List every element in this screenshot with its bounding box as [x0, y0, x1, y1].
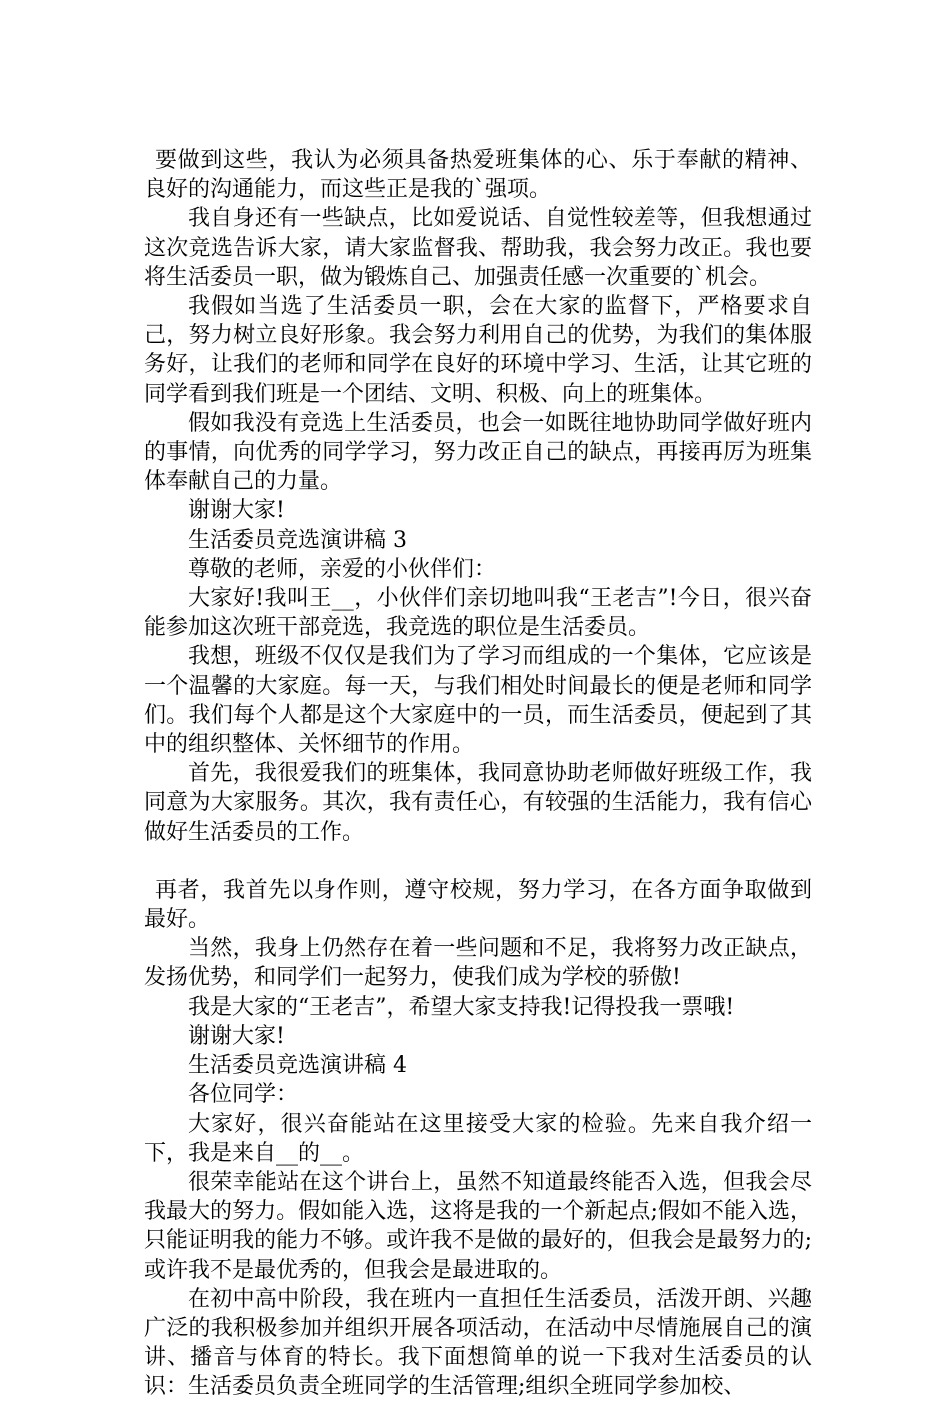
section-title: 生活委员竞选演讲稿 4 [188, 1053, 407, 1079]
paragraph: 首先，我很爱我们的班集体，我同意协助老师做好班级工作，我同意为大家服务。其次，我有责任心，有较强的生活能力，我有信心做好生活委员的工作。 [144, 761, 812, 845]
salutation: 各位同学： [188, 1082, 299, 1108]
paragraph: 我假如当选了生活委员一职，会在大家的监督下，严格要求自己，努力树立良好形象。我会努力利用自己的优势，为我们的集体服务好，让我们的老师和同学在良好的环境中学习、生活，让其它班的同学看到我们班是一个团结、文明、积极、向上的班集体。 [144, 294, 812, 407]
document-body [144, 146, 812, 1402]
paragraph: 我自身还有一些缺点，比如爱说话、自觉性较差等，但我想通过这次竞选告诉大家，请大家监督我、帮助我，我会努力改正。我也要将生活委员一职，做为锻炼自己、加强责任感一次重要的`机会。 [144, 206, 812, 290]
paragraph: 当然，我身上仍然存在着一些问题和不足，我将努力改正缺点，发扬优势，和同学们一起努力，使我们成为学校的骄傲! [144, 936, 812, 991]
paragraph: 我是大家的“王老吉”，希望大家支持我!记得投我一票哦! [188, 994, 735, 1020]
paragraph: 大家好!我叫王__，小伙伴们亲切地叫我“王老吉”!今日，很兴奋能参加这次班干部竞选，我竞选的职位是生活委员。 [144, 586, 812, 641]
paragraph: 要做到这些，我认为必须具备热爱班集体的心、乐于奉献的精神、良好的沟通能力，而这些正是我的`强项。 [144, 148, 812, 203]
paragraph: 假如我没有竞选上生活委员，也会一如既往地协助同学做好班内的事情，向优秀的同学学习，努力改正自己的缺点，再接再厉为班集体奉献自己的力量。 [144, 410, 812, 495]
section-title: 生活委员竞选演讲稿 3 [188, 527, 407, 553]
closing-line: 谢谢大家! [188, 1023, 285, 1049]
blank-line [144, 847, 812, 876]
paragraph: 在初中高中阶段，我在班内一直担任生活委员，活泼开朗、兴趣广泛的我积极参加并组织开展各项活动，在活动中尽情施展自己的演讲、播音与体育的特长。我下面想简单的说一下我对生活委员的认识：生活委员负责全班同学的生活管理;组织全班同学参加校、 [144, 1286, 812, 1400]
paragraph: 大家好，很兴奋能站在这里接受大家的检验。先来自我介绍一下，我是来自__的__。 [144, 1111, 812, 1166]
salutation: 尊敬的老师，亲爱的小伙伴们： [188, 556, 497, 582]
paragraph: 我想，班级不仅仅是我们为了学习而组成的一个集体，它应该是一个温馨的大家庭。每一天，与我们相处时间最长的便是老师和同学们。我们每个人都是这个大家庭中的一员，而生活委员，便起到了其中的组织整体、关怀细节的作用。 [144, 644, 812, 758]
paragraph: 很荣幸能站在这个讲台上，虽然不知道最终能否入选，但我会尽我最大的努力。假如能入选，这将是我的一个新起点;假如不能入选，只能证明我的能力不够。或许我不是做的最好的，但我会是最努力的;或许我不是最优秀的，但我会是最进取的。 [144, 1169, 812, 1283]
paragraph: 再者，我首先以身作则，遵守校规，努力学习，在各方面争取做到最好。 [144, 877, 812, 933]
closing-line: 谢谢大家! [188, 498, 285, 524]
